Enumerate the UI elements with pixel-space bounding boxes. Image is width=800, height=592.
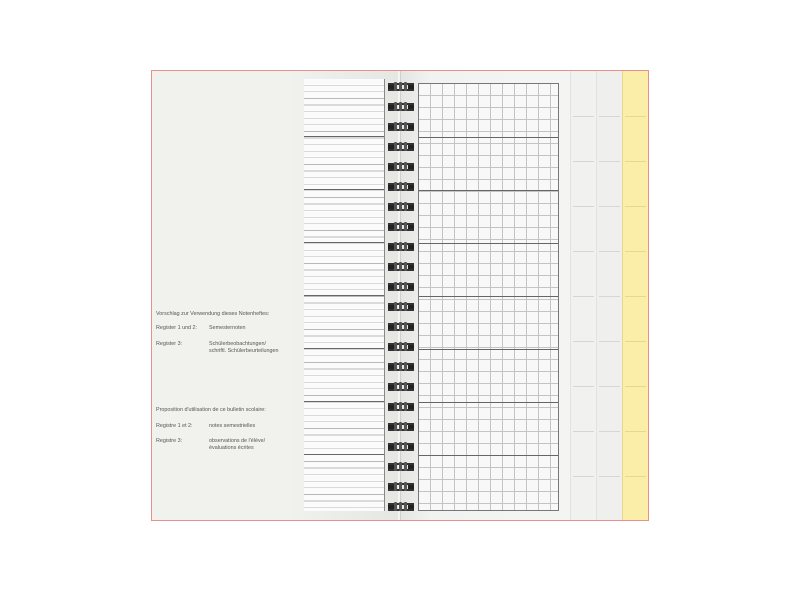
- french-row-1-value: notes semestrielles: [209, 423, 256, 429]
- section-divider: [304, 401, 384, 402]
- tab-segment-line: [625, 476, 646, 477]
- tab-segment-line: [573, 116, 594, 117]
- spiral-ring: [383, 121, 419, 132]
- german-row-2-value-2: schriftl. Schülerbeurteilungen: [209, 347, 279, 354]
- french-row-2-key: Registre 3:: [156, 438, 183, 444]
- register-tab-3[interactable]: [622, 71, 648, 520]
- spiral-ring: [383, 141, 419, 152]
- german-row-1-value: Semesternoten: [209, 325, 246, 331]
- section-divider: [304, 454, 384, 455]
- french-heading: Proposition d'utilisation de ce bulletin scolaire:: [156, 407, 266, 413]
- tab-segment-line: [625, 161, 646, 162]
- left-page: [152, 71, 398, 520]
- spiral-ring: [383, 261, 419, 272]
- tab-segment-line: [599, 206, 620, 207]
- tab-segment-line: [573, 251, 594, 252]
- section-divider: [304, 136, 384, 137]
- grid-section-divider: [419, 402, 558, 403]
- grid-section-divider: [419, 243, 558, 244]
- tab-segment-line: [625, 251, 646, 252]
- spiral-ring: [383, 381, 419, 392]
- spiral-ring: [383, 401, 419, 412]
- register-tab-2[interactable]: [596, 71, 622, 520]
- tab-segment-line: [625, 296, 646, 297]
- spiral-ring: [383, 201, 419, 212]
- tab-segment-line: [573, 206, 594, 207]
- tab-segment-line: [599, 431, 620, 432]
- tab-segment-line: [599, 341, 620, 342]
- spiral-ring: [383, 301, 419, 312]
- tab-segment-line: [573, 431, 594, 432]
- french-row-2-value-2: évaluations écrites: [209, 444, 254, 451]
- spiral-ring: [383, 421, 419, 432]
- tab-segment-line: [625, 116, 646, 117]
- grid-section-divider: [419, 349, 558, 350]
- spiral-ring: [383, 321, 419, 332]
- tab-segment-line: [625, 386, 646, 387]
- grid-section-divider: [419, 137, 558, 138]
- tab-segment-line: [573, 296, 594, 297]
- tab-segment-line: [599, 476, 620, 477]
- ruled-lines-area: [304, 79, 385, 511]
- spiral-ring: [383, 441, 419, 452]
- german-row-1-key: Register 1 und 2:: [156, 325, 198, 331]
- spiral-binding: [383, 81, 419, 513]
- french-row-1-key: Registre 1 et 2:: [156, 423, 193, 429]
- grid-section-divider: [419, 190, 558, 191]
- tab-segment-line: [599, 116, 620, 117]
- tab-segment-line: [625, 341, 646, 342]
- spiral-ring: [383, 241, 419, 252]
- tab-segment-line: [625, 431, 646, 432]
- spiral-ring: [383, 481, 419, 492]
- tab-segment-line: [625, 206, 646, 207]
- section-divider: [304, 295, 384, 296]
- spiral-ring: [383, 281, 419, 292]
- grid-area: [418, 83, 559, 511]
- german-row-2-key: Register 3:: [156, 341, 183, 347]
- spiral-ring: [383, 501, 419, 512]
- register-tab-1[interactable]: [570, 71, 596, 520]
- german-heading: Vorschlag zur Verwendung dieses Notenheftes:: [156, 311, 270, 317]
- french-row-2-value-1: observations de l'élève/: [209, 438, 266, 444]
- spiral-ring: [383, 181, 419, 192]
- tab-segment-line: [599, 386, 620, 387]
- tab-segment-line: [599, 251, 620, 252]
- section-divider: [304, 242, 384, 243]
- spiral-ring: [383, 461, 419, 472]
- notebook-spread: [151, 70, 649, 521]
- tab-segment-line: [573, 476, 594, 477]
- spiral-ring: [383, 101, 419, 112]
- tab-segment-line: [599, 296, 620, 297]
- grid-section-divider: [419, 296, 558, 297]
- spiral-ring: [383, 81, 419, 92]
- section-divider: [304, 348, 384, 349]
- tab-segment-line: [599, 161, 620, 162]
- tab-segment-line: [573, 341, 594, 342]
- grid-section-divider: [419, 455, 558, 456]
- spiral-ring: [383, 341, 419, 352]
- spiral-ring: [383, 361, 419, 372]
- section-divider: [304, 189, 384, 190]
- spiral-ring: [383, 161, 419, 172]
- german-row-2-value-1: Schülerbeobachtungen/: [209, 341, 266, 347]
- tab-segment-line: [573, 386, 594, 387]
- spiral-ring: [383, 221, 419, 232]
- tab-segment-line: [573, 161, 594, 162]
